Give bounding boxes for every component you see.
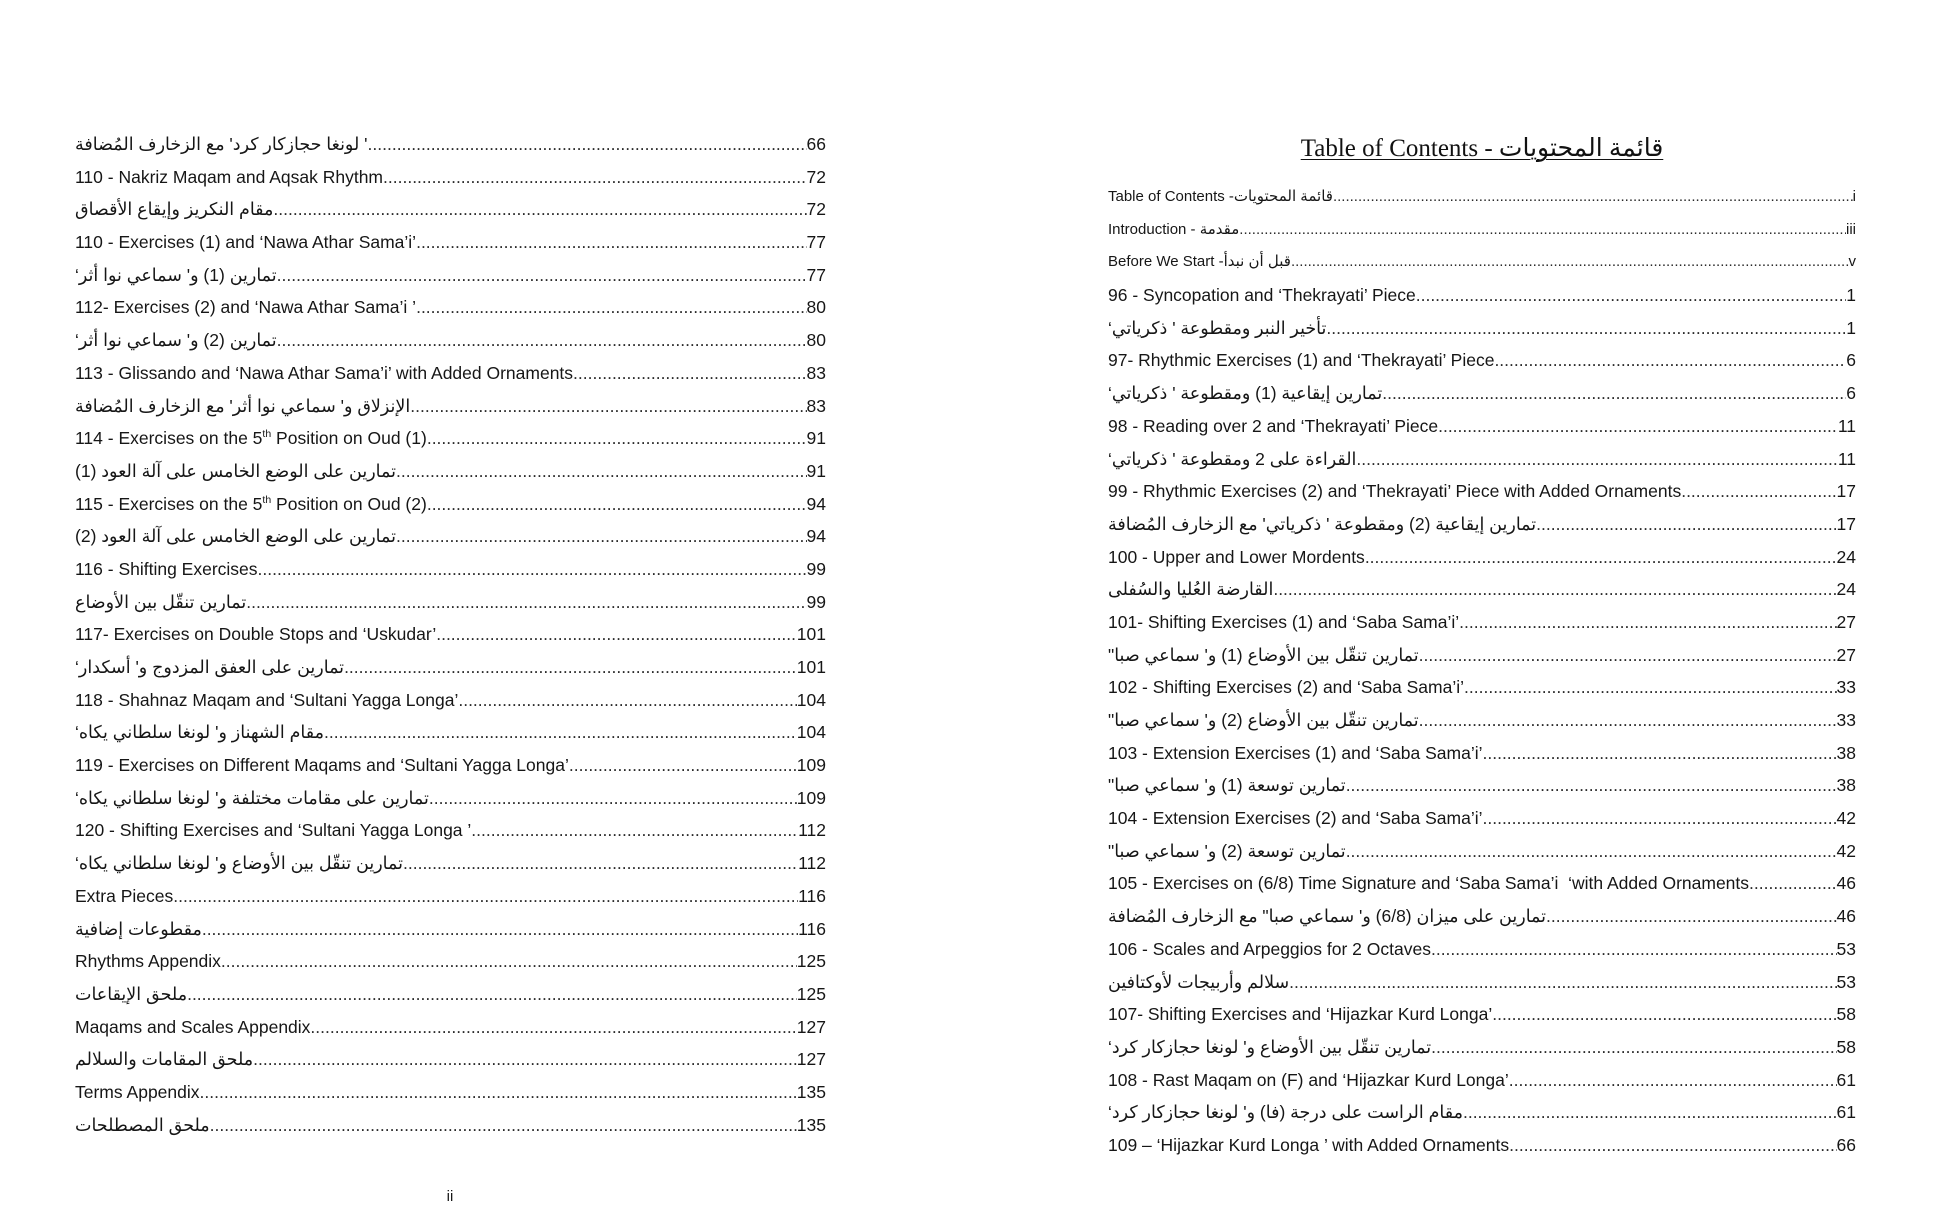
toc-entry — [75, 259, 826, 292]
toc-entry-title: مقام الراست على درجة (فا) و' لونغا حجازكار كرد‘ — [1108, 1102, 1463, 1123]
toc-entry-title: 119 - Exercises on Different Maqams and ‘Sultani Yagga Longa’ — [75, 755, 569, 776]
toc-entry-page: 61 — [1836, 1069, 1856, 1090]
toc-entry-page: 1 — [1846, 317, 1856, 338]
toc-entry-page: 104 — [796, 722, 826, 743]
toc-entry — [75, 291, 826, 324]
toc-entry — [1108, 966, 1856, 999]
toc-entry-page: 91 — [806, 460, 826, 481]
toc-entry-page: 46 — [1836, 906, 1856, 927]
toc-entry-title: 100 - Upper and Lower Mordents — [1108, 546, 1365, 567]
toc-entry-page: 53 — [1836, 938, 1856, 959]
toc-entry-page: 38 — [1836, 742, 1856, 763]
dot-leader — [1492, 998, 1836, 1031]
toc-entry-page: 17 — [1836, 513, 1856, 534]
dot-leader — [1365, 541, 1837, 574]
toc-entry — [75, 455, 826, 488]
dot-leader — [253, 1043, 797, 1076]
dot-leader — [1464, 671, 1837, 704]
toc-entry — [75, 520, 826, 553]
toc-entry-page: 125 — [796, 951, 826, 972]
dot-leader — [368, 128, 807, 161]
toc-entry-page: 33 — [1836, 710, 1856, 730]
toc-entry — [1108, 835, 1856, 868]
toc-entry-page: 104 — [796, 689, 826, 710]
toc-entry-title: مقطوعات إضافية — [75, 918, 202, 939]
toc-entry — [1108, 639, 1856, 672]
dot-leader — [173, 880, 798, 913]
dot-leader — [1291, 246, 1849, 279]
toc-entry-title: 102 - Shifting Exercises (2) and ‘Saba Sama’i’ — [1108, 677, 1465, 698]
toc-entry — [75, 390, 826, 423]
toc-entry-title: تمارين تنقّل بين الأوضاع و' لونغا سلطاني يكاه‘ — [75, 853, 403, 874]
toc-entry-title: تمارين توسعة (1) و' سماعي صبا" — [1108, 775, 1346, 796]
toc-entry-title: تمارين إيقاعية (2) ومقطوعة ' ذكرياتي' مع الزخارف المُضافة — [1108, 513, 1537, 534]
dot-leader — [1509, 1064, 1837, 1097]
toc-entry-page: 135 — [796, 1114, 826, 1135]
toc-entry-title: Table of Contents -قائمة المحتويات — [1108, 188, 1333, 205]
dot-leader — [202, 913, 798, 946]
toc-entry-page: 80 — [806, 330, 826, 351]
toc-entry-title: تمارين على الوضع الخامس على آلة العود (1) — [75, 460, 396, 481]
dot-leader — [436, 618, 797, 651]
toc-entry — [1108, 214, 1856, 247]
toc-entry-page: 127 — [796, 1049, 826, 1070]
dot-leader — [1546, 900, 1837, 933]
toc-entry — [75, 847, 826, 880]
toc-entry-page: 27 — [1836, 611, 1856, 632]
toc-entry — [75, 488, 826, 521]
toc-entry — [75, 586, 826, 619]
toc-entry-title: تمارين تنقّل بين الأوضاع (2) و' سماعي صبا" — [1108, 710, 1419, 730]
toc-entry-page: 125 — [796, 983, 826, 1004]
dot-leader — [1438, 410, 1838, 443]
dot-leader — [1459, 606, 1836, 639]
toc-entry — [75, 1109, 826, 1142]
dot-leader — [200, 1076, 797, 1109]
toc-entry-title: تمارين (2) و' سماعي نوا أثر‘ — [75, 330, 277, 351]
dot-leader — [187, 978, 797, 1011]
dot-leader — [569, 749, 797, 782]
dot-leader — [1416, 279, 1847, 312]
toc-entry-title: 116 - Shifting Exercises — [75, 558, 258, 579]
toc-entry — [1108, 344, 1856, 377]
toc-entry-page: 27 — [1836, 644, 1856, 665]
toc-entry-title: 114 - Exercises on the 5th Position on Oud (1) — [75, 428, 427, 449]
toc-entry — [75, 945, 826, 978]
toc-entry — [1108, 181, 1856, 214]
toc-entry — [1108, 312, 1856, 345]
toc-entry — [75, 684, 826, 717]
toc-entry-page: 101 — [796, 624, 826, 645]
toc-entry — [75, 357, 826, 390]
toc-entry-page: 24 — [1836, 579, 1856, 600]
toc-entry — [1108, 279, 1856, 312]
toc-entry-page: v — [1848, 253, 1856, 271]
toc-entry — [1108, 606, 1856, 639]
toc-entry-page: 99 — [806, 591, 826, 612]
dot-leader — [258, 553, 807, 586]
toc-entry — [1108, 443, 1856, 476]
toc-entry-title: 105 - Exercises on (6/8) Time Signature and ‘Saba Sama’i ‘with Added Ornaments — [1108, 873, 1750, 894]
toc-entry-title: 112- Exercises (2) and ‘Nawa Athar Sama’i ’ — [75, 297, 417, 318]
toc-entry-title: تمارين تنقّل بين الأوضاع و' لونغا حجازكار كرد‘ — [1108, 1036, 1432, 1057]
toc-entry-title: Maqams and Scales Appendix — [75, 1016, 311, 1037]
dot-leader — [573, 357, 806, 390]
toc-entry-title: 106 - Scales and Arpeggios for 2 Octaves — [1108, 938, 1431, 959]
dot-leader — [273, 193, 806, 226]
toc-entry-page: 11 — [1837, 415, 1856, 436]
toc-entry — [1108, 377, 1856, 410]
dot-leader — [471, 814, 798, 847]
toc-entry — [75, 161, 826, 194]
toc-entry-title: Terms Appendix — [75, 1081, 200, 1102]
toc-entry — [75, 749, 826, 782]
toc-entry-title: الإنزلاق و' سماعي نوا أثر' مع الزخارف المُضافة — [75, 395, 411, 416]
toc-entry-page: 58 — [1836, 1004, 1856, 1025]
toc-entry-page: 11 — [1837, 448, 1856, 469]
dot-leader — [458, 684, 796, 717]
toc-entry-title: تمارين على العفق المزدوج و' أسكدار‘ — [75, 657, 345, 677]
toc-entry-page: 101 — [796, 657, 826, 677]
toc-entry-title: سلالم وأربيجات لأوكتافين — [1108, 971, 1290, 992]
dot-leader — [1494, 344, 1846, 377]
toc-entry-title: تمارين تنقّل بين الأوضاع (1) و' سماعي صبا" — [1108, 644, 1419, 665]
toc-entry-page: 116 — [798, 918, 826, 939]
toc-entry-page: 46 — [1836, 873, 1856, 894]
toc-entry-title: تمارين توسعة (2) و' سماعي صبا" — [1108, 840, 1346, 861]
dot-leader — [396, 520, 807, 553]
dot-leader — [1419, 704, 1837, 737]
toc-entry — [1108, 900, 1856, 933]
dot-leader — [1749, 867, 1837, 900]
dot-leader — [427, 422, 807, 455]
toc-entry — [1108, 410, 1856, 443]
toc-entry — [1108, 802, 1856, 835]
dot-leader — [1681, 475, 1836, 508]
toc-entry — [1108, 573, 1856, 606]
toc-entry-title: 113 - Glissando and ‘Nawa Athar Sama’i’ with Added Ornaments — [75, 362, 574, 383]
toc-entry-page: 127 — [796, 1016, 826, 1037]
toc-entry-page: iii — [1846, 220, 1856, 238]
toc-entry-page: 38 — [1836, 775, 1856, 796]
dot-leader — [1431, 1031, 1836, 1064]
toc-entry-title: تمارين على مقامات مختلفة و' لونغا سلطاني يكاه‘ — [75, 787, 429, 808]
toc-entry — [75, 978, 826, 1011]
toc-entry-title: Rhythms Appendix — [75, 951, 221, 972]
toc-entry-page: 99 — [806, 558, 826, 579]
ordinal-suffix: th — [262, 428, 272, 441]
toc-entry-page: 91 — [806, 428, 826, 449]
toc-entry — [1108, 704, 1856, 737]
dot-leader — [1346, 769, 1837, 802]
dot-leader — [1326, 312, 1846, 345]
toc-entry — [75, 716, 826, 749]
dot-leader — [1463, 1096, 1837, 1129]
toc-entry — [1108, 769, 1856, 802]
ordinal-suffix: th — [262, 493, 272, 506]
toc-entry-title: 101- Shifting Exercises (1) and ‘Saba Sama’i’ — [1108, 611, 1460, 632]
toc-entry-title: 103 - Extension Exercises (1) and ‘Saba Sama’i’ — [1108, 742, 1483, 763]
toc-entry-title: القراءة على 2 ومقطوعة ' ذكرياتي‘ — [1108, 448, 1357, 469]
toc-entry-title: تمارين (1) و' سماعي نوا أثر‘ — [75, 264, 277, 285]
toc-entry — [1108, 1129, 1856, 1162]
toc-entry-page: 6 — [1846, 350, 1856, 371]
toc-entry-title: Introduction - مقدمة — [1108, 220, 1240, 238]
toc-entry-title: ' لونغا حجازكار كرد' مع الزخارف المُضافة — [75, 134, 368, 154]
dot-leader — [1536, 508, 1836, 541]
toc-entry-title: 96 - Syncopation and ‘Thekrayati’ Piece — [1108, 285, 1416, 306]
toc-entry-page: 24 — [1836, 546, 1856, 567]
toc-title — [1108, 131, 1856, 167]
dot-leader — [1509, 1129, 1836, 1162]
toc-entry-title: 97- Rhythmic Exercises (1) and ‘Thekrayati’ Piece — [1108, 350, 1495, 371]
toc-entry — [1108, 867, 1856, 900]
toc-entry-page: 94 — [806, 526, 826, 547]
toc-entry — [1108, 508, 1856, 541]
dot-leader — [1431, 933, 1837, 966]
toc-entry-title: 115 - Exercises on the 5th Position on Oud (2) — [75, 493, 427, 514]
toc-entry-title: تمارين تنقّل بين الأوضاع — [75, 591, 247, 612]
dot-leader — [1289, 966, 1836, 999]
toc-entry-page: 1 — [1846, 285, 1856, 306]
toc-entry-title: مقام الشهناز و' لونغا سلطاني يكاه‘ — [75, 722, 324, 743]
toc-entry-page: 80 — [806, 297, 826, 318]
toc-entry-title: ملحق الإيقاعات — [75, 983, 188, 1004]
toc-entry-title: تمارين على الوضع الخامس على آلة العود (2) — [75, 526, 396, 547]
toc-entry — [75, 553, 826, 586]
toc-entry — [75, 422, 826, 455]
toc-entry-title: 110 - Exercises (1) and ‘Nawa Athar Sama’i’ — [75, 232, 417, 253]
toc-entry-title: ملحق المصطلحات — [75, 1114, 210, 1135]
toc-entry — [75, 1043, 826, 1076]
toc-entry-page: 61 — [1836, 1102, 1856, 1123]
dot-leader — [277, 324, 807, 357]
dot-leader — [416, 226, 806, 259]
toc-entry-page: 72 — [806, 166, 826, 187]
dot-leader — [427, 488, 807, 521]
toc-entry-title: 107- Shifting Exercises and ‘Hijazkar Kurd Longa’ — [1108, 1004, 1493, 1025]
toc-entry-title: تمارين إيقاعية (1) ومقطوعة ' ذكرياتي‘ — [1108, 383, 1383, 404]
toc-entry-title: 108 - Rast Maqam on (F) and ‘Hijazkar Kurd Longa’ — [1108, 1069, 1509, 1090]
dot-leader — [1346, 835, 1837, 868]
toc-entry — [75, 324, 826, 357]
toc-entry — [1108, 998, 1856, 1031]
toc-entry — [75, 1076, 826, 1109]
toc-entry-page: 66 — [1836, 1134, 1856, 1155]
toc-entry — [75, 226, 826, 259]
toc-entry-page: 33 — [1836, 677, 1856, 698]
toc-entry — [75, 128, 826, 161]
toc-entry-page: 109 — [796, 787, 826, 808]
toc-entry-title: تمارين على ميزان (6/8) و' سماعي صبا" مع الزخارف المُضافة — [1108, 906, 1547, 927]
toc-entry — [1108, 475, 1856, 508]
dot-leader — [383, 161, 807, 194]
toc-entry — [75, 1011, 826, 1044]
toc-entry — [75, 618, 826, 651]
dot-leader — [277, 259, 807, 292]
toc-entry-page: 77 — [806, 264, 826, 285]
toc-entry-page: 116 — [798, 885, 826, 906]
toc-entry-page: 42 — [1836, 808, 1856, 829]
toc-entry-page: 94 — [806, 493, 826, 514]
toc-left-page — [75, 128, 826, 1141]
dot-leader — [1419, 639, 1837, 672]
dot-leader — [1239, 214, 1846, 247]
toc-title-text: Table of Contents - قائمة المحتويات — [1300, 135, 1664, 162]
toc-entry — [75, 651, 826, 684]
dot-leader — [416, 291, 806, 324]
toc-entry-page: 112 — [798, 820, 826, 841]
toc-entry-page: 17 — [1836, 481, 1856, 502]
toc-entry-page: 83 — [806, 362, 826, 383]
toc-entry-page: 53 — [1836, 971, 1856, 992]
dot-leader — [429, 782, 797, 815]
toc-entry-title: 118 - Shahnaz Maqam and ‘Sultani Yagga Longa’ — [75, 689, 459, 710]
toc-entry-page: 72 — [806, 199, 826, 220]
toc-entry-title: مقام النكريز وإيقاع الأقصاق — [75, 199, 274, 220]
toc-entry-page: 6 — [1846, 383, 1856, 404]
toc-entry — [75, 880, 826, 913]
toc-entry — [1108, 671, 1856, 704]
toc-entry — [1108, 1096, 1856, 1129]
toc-entry-page: 135 — [796, 1081, 826, 1102]
dot-leader — [310, 1011, 796, 1044]
dot-leader — [1483, 802, 1837, 835]
toc-entry-page: 66 — [806, 134, 826, 154]
toc-entry-title: 98 - Reading over 2 and ‘Thekrayati’ Piece — [1108, 415, 1439, 436]
toc-entry — [1108, 1031, 1856, 1064]
toc-entry — [1108, 246, 1856, 279]
toc-entry-title: القارضة العُليا والسُفلى — [1108, 579, 1274, 600]
toc-entry-page: 58 — [1836, 1036, 1856, 1057]
toc-entry-title: 120 - Shifting Exercises and ‘Sultani Yagga Longa ’ — [75, 820, 472, 841]
toc-entry-page: 112 — [798, 853, 826, 874]
toc-entry — [1108, 1064, 1856, 1097]
toc-entry — [75, 814, 826, 847]
toc-entry — [75, 782, 826, 815]
dot-leader — [410, 390, 806, 423]
dot-leader — [403, 847, 798, 880]
toc-entry-title: 110 - Nakriz Maqam and Aqsak Rhythm — [75, 166, 384, 187]
dot-leader — [1273, 573, 1836, 606]
toc-entry-title: Extra Pieces — [75, 885, 174, 906]
toc-right-page — [1108, 181, 1856, 1162]
dot-leader — [396, 455, 807, 488]
toc-entry-page: 109 — [796, 755, 826, 776]
dot-leader — [324, 716, 797, 749]
toc-entry — [75, 913, 826, 946]
dot-leader — [221, 945, 797, 978]
toc-entry-title: 109 – ‘Hijazkar Kurd Longa ’ with Added Ornaments — [1108, 1134, 1510, 1155]
toc-entry-page: i — [1852, 188, 1856, 205]
toc-entry — [1108, 737, 1856, 770]
dot-leader — [246, 586, 806, 619]
toc-entry — [75, 193, 826, 226]
dot-leader — [210, 1109, 797, 1142]
toc-entry-title: 117- Exercises on Double Stops and ‘Uskudar’ — [75, 624, 437, 645]
toc-entry-page: 42 — [1836, 840, 1856, 861]
toc-entry-page: 83 — [806, 395, 826, 416]
toc-entry-title: تأخير النبر ومقطوعة ' ذكرياتي‘ — [1108, 317, 1327, 338]
toc-entry-title: ملحق المقامات والسلالم — [75, 1049, 254, 1070]
dot-leader — [344, 651, 797, 684]
toc-entry-title: Before We Start -قبل أن نبدأ — [1108, 253, 1291, 271]
toc-entry — [1108, 933, 1856, 966]
dot-leader — [1356, 443, 1837, 476]
page-number: ii — [446, 1188, 454, 1205]
toc-entry-page: 77 — [806, 232, 826, 253]
dot-leader — [1333, 181, 1853, 214]
toc-entry-title: 99 - Rhythmic Exercises (2) and ‘Thekrayati’ Piece with Added Ornaments — [1108, 481, 1682, 502]
dot-leader — [1483, 737, 1837, 770]
dot-leader — [1382, 377, 1846, 410]
toc-entry — [1108, 541, 1856, 574]
toc-entry-title: 104 - Extension Exercises (2) and ‘Saba Sama’i’ — [1108, 808, 1483, 829]
